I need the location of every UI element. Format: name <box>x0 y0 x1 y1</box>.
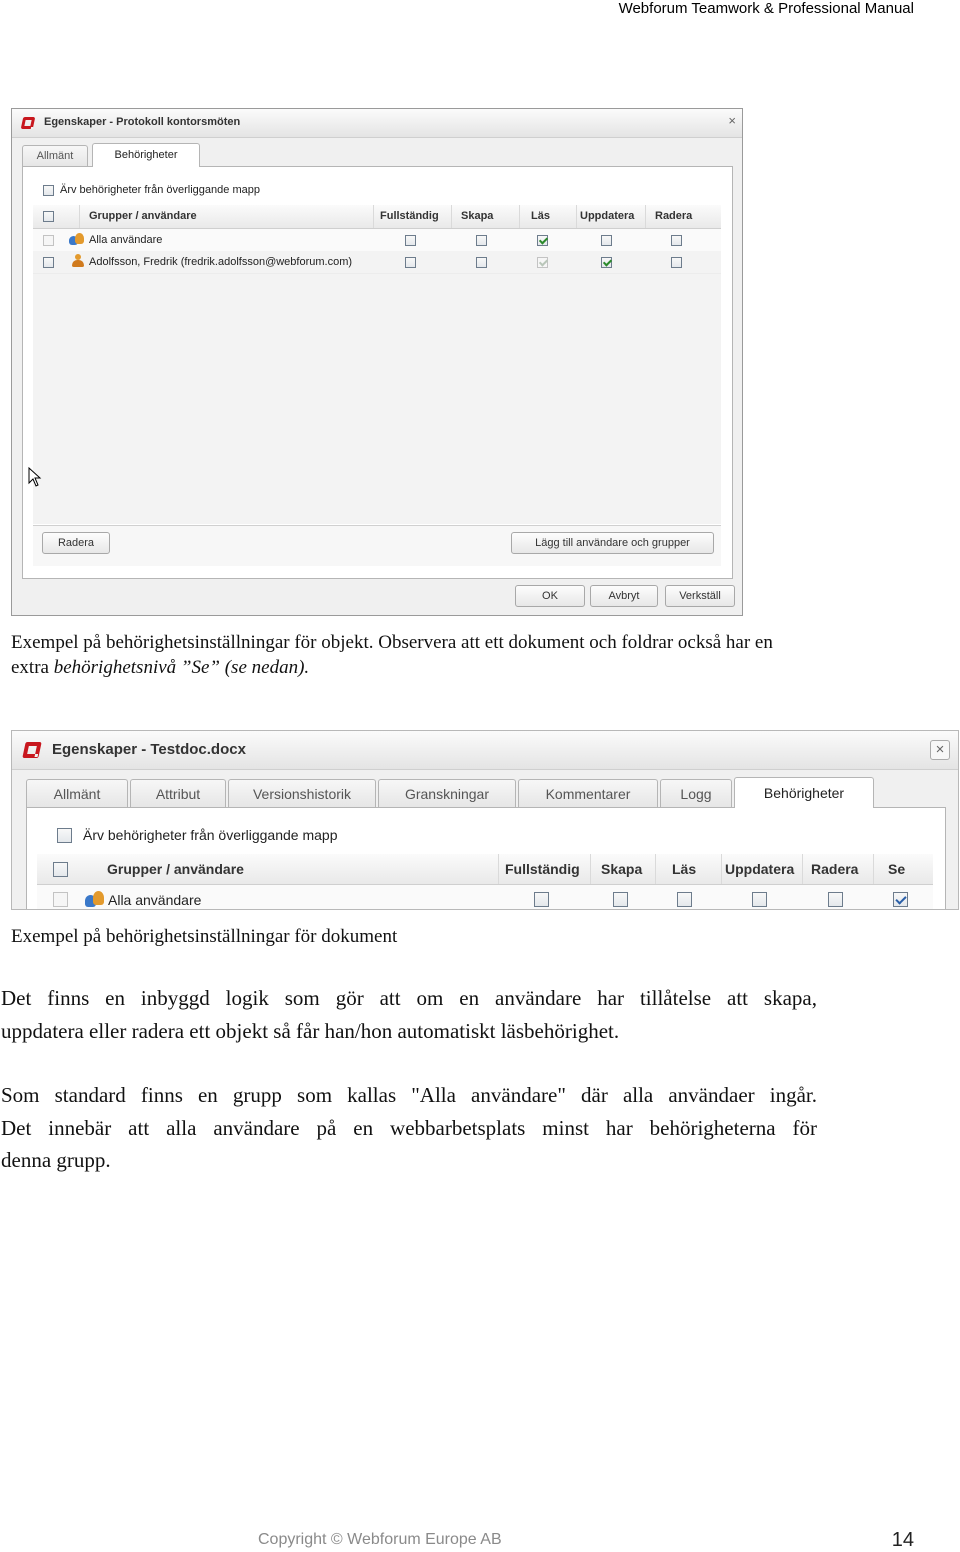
paragraph-line: Som standard finns en grupp som kallas "Alla användare" där alla användaer ingår. <box>1 1083 817 1107</box>
column-header-read[interactable]: Läs <box>519 205 583 228</box>
paragraph-line: Det innebär att alla användare på en webbarbetsplats minst har behörigheterna för <box>1 1115 817 1140</box>
perm-read-checkbox[interactable] <box>677 892 692 907</box>
user-icon <box>72 254 84 268</box>
column-header-full[interactable]: Fullständig <box>498 854 593 884</box>
group-icon <box>69 232 85 246</box>
table-row[interactable] <box>33 251 721 274</box>
perm-full-checkbox[interactable] <box>405 235 416 246</box>
inherit-checkbox[interactable] <box>57 828 72 843</box>
tab-attributes[interactable]: Attribut <box>130 779 226 807</box>
column-header-groups[interactable]: Grupper / användare <box>107 861 244 877</box>
column-header-groups[interactable]: Grupper / användare <box>79 205 379 228</box>
column-header-view[interactable]: Se <box>873 854 932 884</box>
permissions-panel <box>22 166 733 579</box>
caption-italic-text: behörighetsnivå ”Se” (se nedan). <box>53 657 310 678</box>
row-select-checkbox[interactable] <box>43 257 54 268</box>
column-header-full[interactable]: Fullständig <box>373 205 451 228</box>
add-users-groups-button[interactable]: Lägg till användare och grupper <box>511 532 714 554</box>
footer-copyright: Copyright © Webforum Europe AB <box>258 1531 502 1548</box>
app-logo-icon <box>21 117 36 129</box>
paragraph-all-users <box>1 1079 817 1177</box>
perm-full-checkbox[interactable] <box>405 257 416 268</box>
caption-line: Exempel på behörighetsinställningar för objekt. Observera att ett dokument och foldrar också har en <box>11 632 773 653</box>
perm-full-checkbox[interactable] <box>534 892 549 907</box>
row-select-checkbox[interactable] <box>53 892 68 907</box>
page-number: 14 <box>891 1529 914 1551</box>
permissions-panel <box>26 807 946 910</box>
table-row[interactable] <box>33 229 721 252</box>
column-header-update[interactable]: Uppdatera <box>576 205 646 228</box>
dialog-titlebar <box>12 731 958 770</box>
close-icon[interactable]: × <box>930 740 950 760</box>
column-header-read[interactable]: Läs <box>655 854 736 884</box>
tab-permissions[interactable]: Behörigheter <box>92 143 200 167</box>
tab-comments[interactable]: Kommentarer <box>518 779 658 807</box>
close-icon[interactable]: × <box>728 113 736 128</box>
perm-update-checkbox[interactable] <box>601 235 612 246</box>
column-header-delete[interactable]: Radera <box>802 854 881 884</box>
tab-general[interactable]: Allmänt <box>22 145 88 166</box>
perm-create-checkbox[interactable] <box>476 257 487 268</box>
ok-button[interactable]: OK <box>515 585 585 607</box>
tab-version-history[interactable]: Versionshistorik <box>228 779 376 807</box>
apply-button[interactable]: Verkställ <box>665 585 735 607</box>
perm-view-checkbox[interactable] <box>893 892 908 907</box>
select-all-checkbox[interactable] <box>53 862 68 877</box>
grid-header <box>37 854 933 885</box>
column-header-create[interactable]: Skapa <box>590 854 663 884</box>
perm-update-checkbox[interactable] <box>601 257 612 268</box>
row-name: Adolfsson, Fredrik (fredrik.adolfsson@webforum.com) <box>89 256 353 268</box>
dialog-title: Egenskaper - Protokoll kontorsmöten <box>44 116 241 128</box>
caption-text: extra <box>11 657 54 678</box>
paragraph-line: uppdatera eller radera ett objekt så får han/hon automatiskt läsbehörighet. <box>1 1018 620 1043</box>
group-icon <box>85 890 105 908</box>
column-header-create[interactable]: Skapa <box>451 205 523 228</box>
table-row[interactable] <box>37 885 933 910</box>
inherit-label: Ärv behörigheter från överliggande mapp <box>83 827 338 843</box>
grid-header <box>33 205 721 229</box>
tab-reviews[interactable]: Granskningar <box>378 779 516 807</box>
row-name: Alla användare <box>89 234 163 246</box>
column-header-update[interactable]: Uppdatera <box>721 854 805 884</box>
perm-read-checkbox[interactable] <box>537 235 548 246</box>
column-header-delete[interactable]: Radera <box>645 205 719 228</box>
perm-update-checkbox[interactable] <box>752 892 767 907</box>
paragraph-line: Det finns en inbyggd logik som gör att om en användare har tillåtelse att skapa, <box>1 986 817 1010</box>
perm-delete-checkbox[interactable] <box>828 892 843 907</box>
dialog-titlebar <box>12 109 742 138</box>
dialog-title: Egenskaper - Testdoc.docx <box>52 741 246 758</box>
inherit-checkbox[interactable] <box>43 185 54 196</box>
caption-line <box>11 655 931 680</box>
paragraph-auto-read <box>1 982 817 1047</box>
properties-dialog-document <box>11 730 959 910</box>
row-select-checkbox[interactable] <box>43 235 54 246</box>
tab-log[interactable]: Logg <box>660 779 732 807</box>
app-logo-icon <box>22 742 41 758</box>
tab-general[interactable]: Allmänt <box>26 779 128 807</box>
perm-create-checkbox[interactable] <box>476 235 487 246</box>
perm-read-checkbox <box>537 257 548 268</box>
perm-delete-checkbox[interactable] <box>671 235 682 246</box>
select-all-checkbox[interactable] <box>43 211 54 222</box>
perm-create-checkbox[interactable] <box>613 892 628 907</box>
inherit-label: Ärv behörigheter från överliggande mapp <box>60 184 260 196</box>
perm-delete-checkbox[interactable] <box>671 257 682 268</box>
delete-button[interactable]: Radera <box>42 532 110 554</box>
caption-object-permissions <box>11 630 931 680</box>
tab-permissions[interactable]: Behörigheter <box>734 777 874 808</box>
properties-dialog-folder <box>11 108 743 616</box>
cancel-button[interactable]: Avbryt <box>590 585 658 607</box>
caption-document-permissions: Exempel på behörighetsinställningar för dokument <box>11 926 398 947</box>
paragraph-line: denna grupp. <box>1 1148 111 1172</box>
row-name: Alla användare <box>108 892 202 908</box>
page-header: Webforum Teamwork & Professional Manual <box>618 0 914 17</box>
grid-body <box>33 274 721 524</box>
